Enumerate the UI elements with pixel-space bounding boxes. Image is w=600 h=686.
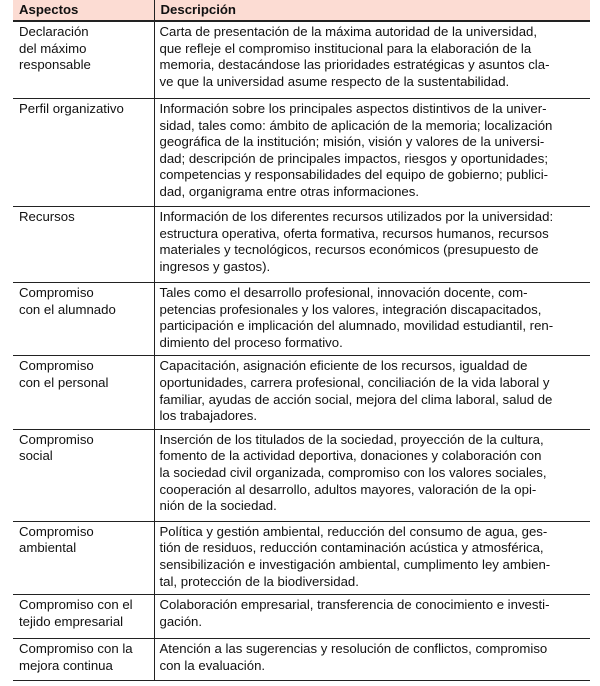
aspect-cell xyxy=(13,639,154,681)
aspect-line: tejido empresarial xyxy=(19,613,124,629)
aspect-line: Declaración xyxy=(19,24,89,39)
aspect-cell xyxy=(13,99,154,207)
table-row-perfil-organizativo xyxy=(13,99,590,207)
description-cell xyxy=(154,283,590,356)
aspect-line: con el alumnado xyxy=(19,301,116,317)
description-line: tión de residuos, reducción contaminación acústica y atmosférica, xyxy=(159,540,544,556)
description-line: Colaboración empresarial, transferencia de conocimiento e investi- xyxy=(159,597,550,613)
description-line: ingresos y gastos). xyxy=(159,258,271,274)
table-row-compromiso-ambiental xyxy=(13,521,590,594)
aspect-line: Compromiso con la xyxy=(19,641,133,657)
description-line: Inserción de los titulados de la sociedad, proyección de la cultura, xyxy=(159,431,544,447)
description-line: dimiento del proceso formativo. xyxy=(159,334,343,350)
description-line: la sociedad civil organizada, compromiso con los valores sociales, xyxy=(159,464,547,480)
aspect-line: Compromiso con el xyxy=(19,597,133,613)
description-cell xyxy=(154,21,590,99)
aspect-line: Compromiso xyxy=(19,285,94,300)
description-line: dad, organigrama entre otras informaciones. xyxy=(159,183,419,199)
description-line: gación. xyxy=(159,613,203,629)
table-header-row xyxy=(13,0,590,21)
description-cell xyxy=(154,595,590,639)
aspect-line: con el personal xyxy=(19,374,109,390)
aspect-line: Perfil organizativo xyxy=(19,101,124,116)
description-line: fomento de la actividad deportiva, donaciones y colaboración con xyxy=(159,448,542,464)
header-aspectos: Aspectos xyxy=(13,0,154,21)
description-line: estructura operativa, oferta formativa, recursos humanos, recursos xyxy=(159,225,549,241)
description-line: Atención a las sugerencias y resolución de conflictos, compromiso xyxy=(159,641,548,657)
table-row-compromiso-social xyxy=(13,429,590,521)
aspect-line: responsable xyxy=(19,57,91,73)
header-descripcion: Descripción xyxy=(154,0,590,21)
aspect-cell xyxy=(13,207,154,283)
description-line: sensibilización e investigación ambiental, cumplimento ley ambien- xyxy=(159,556,551,572)
table-row-compromiso-mejora-continua xyxy=(13,639,590,681)
description-line: nión de la sociedad. xyxy=(159,498,277,514)
aspect-line: ambiental xyxy=(19,540,77,556)
aspect-line: del máximo xyxy=(19,40,87,56)
description-line: competencias y responsabilidades del equipo de gobierno; publici- xyxy=(159,167,549,183)
aspect-line: Recursos xyxy=(19,209,75,224)
description-line: que refleje el compromiso institucional para la elaboración de la xyxy=(159,40,532,56)
description-line: Información sobre los principales aspectos distintivos de la univer- xyxy=(159,101,547,116)
table-row-recursos xyxy=(13,207,590,283)
description-line: materiales y tecnológicos, recursos económicos (presupuesto de xyxy=(159,242,539,258)
aspect-line: mejora continua xyxy=(19,657,113,673)
table-row-compromiso-tejido-empresarial xyxy=(13,595,590,639)
description-line: los trabajadores. xyxy=(159,408,257,424)
description-line: petencias profesionales y los valores, integración discapacitados, xyxy=(159,301,542,317)
description-line: sidad, tales como: ámbito de aplicación de la memoria; localización xyxy=(159,117,553,133)
description-line: Tales como el desarrollo profesional, innovación docente, com- xyxy=(159,285,528,300)
table-row-compromiso-personal xyxy=(13,356,590,429)
description-line: dad; descripción de principales impactos, riesgos y oportunidades; xyxy=(159,150,549,166)
description-line: oportunidades, carrera profesional, conciliación de la vida laboral y xyxy=(159,374,550,390)
description-line: tal, protección de la biodiversidad. xyxy=(159,573,359,589)
description-cell xyxy=(154,99,590,207)
aspects-table xyxy=(13,0,590,681)
description-cell xyxy=(154,356,590,429)
description-line: Capacitación, asignación eficiente de los recursos, igualdad de xyxy=(159,358,528,374)
aspect-cell xyxy=(13,356,154,429)
aspect-cell xyxy=(13,283,154,356)
table-row-declaracion-maximo-responsable xyxy=(13,21,590,99)
aspect-cell xyxy=(13,521,154,594)
description-line: Información de los diferentes recursos utilizados por la universidad: xyxy=(159,209,554,224)
description-cell xyxy=(154,521,590,594)
description-line: Política y gestión ambiental, reducción del consumo de agua, ges- xyxy=(159,523,548,539)
table-row-compromiso-alumnado xyxy=(13,283,590,356)
aspect-line: Compromiso xyxy=(19,523,94,539)
aspect-cell xyxy=(13,429,154,521)
description-line: cooperación al desarrollo, adultos mayores, valoración de la opi- xyxy=(159,481,537,497)
description-line: con la evaluación. xyxy=(159,657,266,673)
description-cell xyxy=(154,429,590,521)
description-cell xyxy=(154,207,590,283)
aspect-line: social xyxy=(19,448,53,464)
aspect-line: Compromiso xyxy=(19,431,94,447)
description-line: memoria, destacándose las prioridades estratégicas y asuntos cla- xyxy=(159,57,550,73)
aspect-cell xyxy=(13,595,154,639)
aspect-cell xyxy=(13,21,154,99)
description-line: Carta de presentación de la máxima autoridad de la universidad, xyxy=(159,24,538,39)
description-line: familiar, ayudas de acción social, mejora del clima laboral, salud de xyxy=(159,391,553,407)
description-line: ve que la universidad asume respecto de la sustentabilidad. xyxy=(159,73,510,89)
aspect-line: Compromiso xyxy=(19,358,94,374)
description-cell xyxy=(154,639,590,681)
description-line: participación e implicación del alumnado, movilidad estudiantil, ren- xyxy=(159,318,554,334)
description-line: geográfica de la institución; misión, visión y valores de la universi- xyxy=(159,134,545,150)
